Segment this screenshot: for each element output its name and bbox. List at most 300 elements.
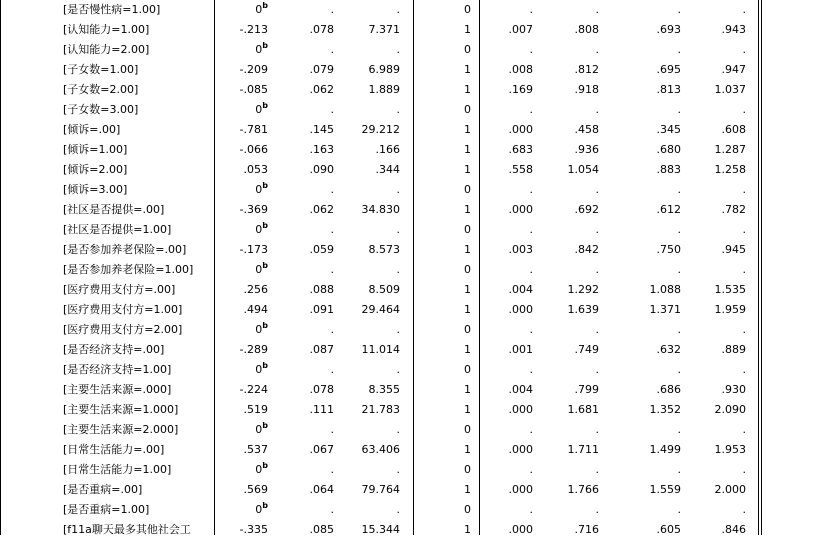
parameter-label: [医疗费用支付方=1.00] — [63, 303, 183, 316]
cell-sig — [479, 400, 545, 420]
cell-expb — [545, 100, 611, 120]
cell-value: 0 — [255, 3, 263, 16]
cell-se — [280, 500, 346, 520]
cell-sig — [479, 0, 545, 20]
cell-sig — [479, 160, 545, 180]
cell-b — [214, 420, 280, 440]
cell-value: 0 — [255, 263, 263, 276]
cell-sig — [479, 440, 545, 460]
cell-value: 1 — [464, 123, 471, 136]
cell-value: 1.287 — [714, 143, 746, 156]
cell-value: .000 — [508, 203, 533, 216]
cell-sig — [479, 140, 545, 160]
row-indent — [0, 40, 60, 60]
cell-value: .930 — [721, 383, 746, 396]
cell-sig — [479, 460, 545, 480]
cell-df — [412, 40, 479, 60]
parameter-label: [主要生活来源=.000] — [63, 383, 172, 396]
cell-hi — [693, 280, 758, 300]
table-row — [0, 260, 826, 280]
cell-se — [280, 520, 346, 540]
cell-b — [214, 320, 280, 340]
cell-value: . — [529, 503, 533, 516]
cell-lo — [611, 40, 693, 60]
cell-value: 0 — [255, 43, 263, 56]
row-indent — [0, 280, 60, 300]
cell-sig — [479, 40, 545, 60]
parameter-label: [日常生活能力=1.00] — [63, 463, 172, 476]
cell-value: . — [595, 363, 599, 376]
cell-se — [280, 400, 346, 420]
cell-expb — [545, 360, 611, 380]
cell-sig — [479, 120, 545, 140]
cell-value: . — [330, 363, 334, 376]
cell-expb — [545, 440, 611, 460]
cell-value: 1.711 — [567, 443, 599, 456]
parameter-label: [是否重病=1.00] — [63, 503, 150, 516]
row-indent — [0, 400, 60, 420]
cell-hi — [693, 300, 758, 320]
cell-value: . — [742, 423, 746, 436]
cell-expb — [545, 340, 611, 360]
cell-value: . — [529, 263, 533, 276]
cell-df — [412, 460, 479, 480]
cell-value: .000 — [508, 403, 533, 416]
cell-lo — [611, 220, 693, 240]
cell-wald — [346, 400, 412, 420]
cell-sig — [479, 100, 545, 120]
cell-value: .111 — [309, 403, 334, 416]
cell-expb — [545, 120, 611, 140]
cell-wald — [346, 500, 412, 520]
cell-value: . — [677, 3, 681, 16]
cell-hi — [693, 140, 758, 160]
cell-hi — [693, 420, 758, 440]
cell-df — [412, 260, 479, 280]
cell-value: .062 — [309, 83, 334, 96]
cell-value: .945 — [721, 243, 746, 256]
parameter-label: [认知能力=2.00] — [63, 43, 150, 56]
cell-value: . — [595, 223, 599, 236]
cell-sig — [479, 300, 545, 320]
cell-b — [214, 480, 280, 500]
cell-value: -.213 — [239, 23, 268, 36]
cell-lo — [611, 280, 693, 300]
cell-value: . — [595, 423, 599, 436]
cell-sig — [479, 280, 545, 300]
cell-value: 0 — [464, 223, 471, 236]
cell-value: .558 — [508, 163, 533, 176]
table-row — [0, 460, 826, 480]
cell-value: 0 — [464, 183, 471, 196]
table-row — [0, 120, 826, 140]
footnote-marker: b — [262, 501, 268, 510]
cell-b — [214, 180, 280, 200]
cell-value: . — [742, 363, 746, 376]
cell-wald — [346, 100, 412, 120]
cell-sig — [479, 480, 545, 500]
cell-b — [214, 80, 280, 100]
cell-df — [412, 300, 479, 320]
cell-value: . — [396, 43, 400, 56]
cell-value: . — [742, 3, 746, 16]
cell-b — [214, 440, 280, 460]
cell-se — [280, 160, 346, 180]
cell-value: 1.953 — [714, 443, 746, 456]
cell-wald — [346, 300, 412, 320]
cell-value: -.224 — [239, 383, 268, 396]
cell-b — [214, 360, 280, 380]
cell-value: . — [595, 183, 599, 196]
cell-sig — [479, 500, 545, 520]
row-indent — [0, 360, 60, 380]
cell-lo — [611, 200, 693, 220]
cell-wald — [346, 20, 412, 40]
cell-value: . — [742, 103, 746, 116]
cell-value: 1.088 — [649, 283, 681, 296]
row-indent — [0, 460, 60, 480]
cell-value: 0 — [255, 103, 263, 116]
cell-value: 1.535 — [714, 283, 746, 296]
table-row — [0, 420, 826, 440]
cell-value: 1.037 — [714, 83, 746, 96]
cell-expb — [545, 300, 611, 320]
cell-se — [280, 480, 346, 500]
cell-hi — [693, 40, 758, 60]
cell-value: .008 — [508, 63, 533, 76]
cell-se — [280, 60, 346, 80]
cell-se — [280, 380, 346, 400]
cell-b — [214, 400, 280, 420]
cell-lo — [611, 300, 693, 320]
row-indent — [0, 60, 60, 80]
cell-wald — [346, 460, 412, 480]
footnote-marker: b — [262, 41, 268, 50]
cell-sig — [479, 380, 545, 400]
cell-value: 1 — [464, 23, 471, 36]
cell-b — [214, 140, 280, 160]
cell-se — [280, 300, 346, 320]
cell-value: . — [742, 223, 746, 236]
cell-wald — [346, 380, 412, 400]
cell-sig — [479, 360, 545, 380]
cell-value: .846 — [721, 523, 746, 536]
row-indent — [0, 80, 60, 100]
parameter-label: [子女数=1.00] — [63, 63, 139, 76]
table-row — [0, 0, 826, 20]
cell-value: 0 — [464, 463, 471, 476]
cell-wald — [346, 200, 412, 220]
cell-se — [280, 260, 346, 280]
footnote-marker: b — [262, 461, 268, 470]
cell-expb — [545, 220, 611, 240]
cell-sig — [479, 260, 545, 280]
cell-value: . — [677, 503, 681, 516]
cell-value: 11.014 — [361, 343, 400, 356]
cell-value: .936 — [574, 143, 599, 156]
cell-wald — [346, 80, 412, 100]
cell-value: .612 — [656, 203, 681, 216]
cell-value: .458 — [574, 123, 599, 136]
cell-value: . — [677, 363, 681, 376]
cell-hi — [693, 160, 758, 180]
cell-se — [280, 100, 346, 120]
cell-value: -.209 — [239, 63, 268, 76]
table-row — [0, 360, 826, 380]
cell-value: -.289 — [239, 343, 268, 356]
row-indent — [0, 480, 60, 500]
cell-value: .680 — [656, 143, 681, 156]
cell-se — [280, 140, 346, 160]
parameter-label: [倾诉=3.00] — [63, 183, 128, 196]
parameter-label: [倾诉=1.00] — [63, 143, 128, 156]
parameter-label: [是否慢性病=1.00] — [63, 3, 161, 16]
cell-value: . — [396, 263, 400, 276]
cell-expb — [545, 260, 611, 280]
cell-hi — [693, 380, 758, 400]
row-indent — [0, 320, 60, 340]
cell-value: .345 — [656, 123, 681, 136]
cell-expb — [545, 40, 611, 60]
parameter-label: [认知能力=1.00] — [63, 23, 150, 36]
cell-value: .782 — [721, 203, 746, 216]
cell-value: 1 — [464, 63, 471, 76]
cell-value: . — [330, 103, 334, 116]
cell-value: .000 — [508, 523, 533, 536]
cell-value: .088 — [309, 283, 334, 296]
cell-value: . — [330, 503, 334, 516]
cell-value: .004 — [508, 383, 533, 396]
cell-se — [280, 340, 346, 360]
cell-value: 1.959 — [714, 303, 746, 316]
cell-b — [214, 200, 280, 220]
cell-value: .943 — [721, 23, 746, 36]
cell-df — [412, 140, 479, 160]
cell-value: .569 — [243, 483, 268, 496]
cell-expb — [545, 320, 611, 340]
cell-value: . — [529, 463, 533, 476]
cell-value: .001 — [508, 343, 533, 356]
cell-value: . — [677, 183, 681, 196]
cell-hi — [693, 240, 758, 260]
cell-value: . — [742, 503, 746, 516]
cell-b — [214, 460, 280, 480]
cell-expb — [545, 200, 611, 220]
table-row — [0, 240, 826, 260]
cell-df — [412, 340, 479, 360]
cell-df — [412, 0, 479, 20]
cell-value: -.781 — [239, 123, 268, 136]
cell-df — [412, 240, 479, 260]
cell-value: . — [330, 223, 334, 236]
cell-expb — [545, 60, 611, 80]
cell-value: 0 — [255, 223, 263, 236]
table-row — [0, 100, 826, 120]
cell-expb — [545, 380, 611, 400]
cell-hi — [693, 480, 758, 500]
cell-se — [280, 180, 346, 200]
cell-hi — [693, 120, 758, 140]
table-row — [0, 40, 826, 60]
cell-value: . — [742, 43, 746, 56]
cell-value: 21.783 — [361, 403, 400, 416]
cell-value: 1 — [464, 143, 471, 156]
cell-lo — [611, 0, 693, 20]
parameter-label: [是否重病=.00] — [63, 483, 143, 496]
cell-b — [214, 340, 280, 360]
table-row — [0, 300, 826, 320]
cell-value: . — [595, 463, 599, 476]
cell-value: .842 — [574, 243, 599, 256]
cell-value: 1 — [464, 403, 471, 416]
cell-wald — [346, 240, 412, 260]
cell-value: .000 — [508, 123, 533, 136]
cell-value: 2.090 — [714, 403, 746, 416]
cell-value: .808 — [574, 23, 599, 36]
cell-value: . — [595, 323, 599, 336]
cell-value: .053 — [243, 163, 268, 176]
row-indent — [0, 380, 60, 400]
cell-value: .692 — [574, 203, 599, 216]
cell-value: 0 — [255, 463, 263, 476]
parameter-label: [医疗费用支付方=2.00] — [63, 323, 183, 336]
cell-value: 1 — [464, 523, 471, 536]
cell-value: . — [396, 323, 400, 336]
cell-value: . — [595, 3, 599, 16]
cell-value: 0 — [255, 183, 263, 196]
row-indent — [0, 520, 60, 540]
cell-value: .087 — [309, 343, 334, 356]
cell-hi — [693, 360, 758, 380]
footnote-marker: b — [262, 421, 268, 430]
cell-lo — [611, 480, 693, 500]
cell-wald — [346, 260, 412, 280]
cell-value: .085 — [309, 523, 334, 536]
cell-b — [214, 280, 280, 300]
cell-value: 1 — [464, 243, 471, 256]
cell-value: . — [330, 3, 334, 16]
cell-value: 1 — [464, 83, 471, 96]
parameter-label: [子女数=3.00] — [63, 103, 139, 116]
cell-df — [412, 180, 479, 200]
parameter-label: [是否经济支持=.00] — [63, 343, 165, 356]
cell-expb — [545, 400, 611, 420]
cell-wald — [346, 120, 412, 140]
cell-wald — [346, 480, 412, 500]
cell-value: 1.292 — [567, 283, 599, 296]
cell-value: .078 — [309, 383, 334, 396]
cell-value: .494 — [243, 303, 268, 316]
cell-value: . — [677, 43, 681, 56]
cell-value: . — [396, 223, 400, 236]
cell-value: . — [396, 463, 400, 476]
cell-value: .004 — [508, 283, 533, 296]
cell-lo — [611, 460, 693, 480]
cell-value: 1.559 — [649, 483, 681, 496]
cell-df — [412, 200, 479, 220]
cell-b — [214, 520, 280, 540]
cell-lo — [611, 520, 693, 540]
parameter-label: [是否参加养老保险=.00] — [63, 243, 187, 256]
cell-expb — [545, 480, 611, 500]
cell-df — [412, 60, 479, 80]
cell-value: 79.764 — [361, 483, 400, 496]
cell-value: . — [529, 43, 533, 56]
cell-value: . — [396, 3, 400, 16]
cell-value: .064 — [309, 483, 334, 496]
cell-se — [280, 120, 346, 140]
cell-value: 8.509 — [368, 283, 400, 296]
row-indent — [0, 140, 60, 160]
cell-value: .883 — [656, 163, 681, 176]
parameter-label: [子女数=2.00] — [63, 83, 139, 96]
cell-wald — [346, 220, 412, 240]
table-row — [0, 200, 826, 220]
cell-wald — [346, 420, 412, 440]
cell-sig — [479, 420, 545, 440]
cell-df — [412, 320, 479, 340]
table-row — [0, 220, 826, 240]
cell-se — [280, 460, 346, 480]
cell-value: 8.573 — [368, 243, 400, 256]
parameter-label: [社区是否提供=1.00] — [63, 223, 172, 236]
footnote-marker: b — [262, 321, 268, 330]
table-row — [0, 380, 826, 400]
row-indent — [0, 500, 60, 520]
cell-wald — [346, 180, 412, 200]
cell-value: -.066 — [239, 143, 268, 156]
table-row — [0, 20, 826, 40]
cell-value: 0 — [464, 3, 471, 16]
cell-df — [412, 420, 479, 440]
cell-value: 1.766 — [567, 483, 599, 496]
cell-value: 63.406 — [361, 443, 400, 456]
cell-hi — [693, 320, 758, 340]
cell-wald — [346, 320, 412, 340]
cell-value: 29.212 — [361, 123, 400, 136]
cell-value: .749 — [574, 343, 599, 356]
cell-b — [214, 500, 280, 520]
cell-value: .537 — [243, 443, 268, 456]
cell-value: 0 — [464, 363, 471, 376]
cell-value: 15.344 — [361, 523, 400, 536]
cell-b — [214, 160, 280, 180]
cell-value: .344 — [375, 163, 400, 176]
cell-value: 1 — [464, 383, 471, 396]
cell-value: . — [529, 103, 533, 116]
cell-value: . — [529, 363, 533, 376]
cell-value: . — [595, 43, 599, 56]
cell-value: 8.355 — [368, 383, 400, 396]
cell-value: . — [330, 323, 334, 336]
parameter-label: [医疗费用支付方=.00] — [63, 283, 176, 296]
cell-wald — [346, 60, 412, 80]
cell-sig — [479, 180, 545, 200]
cell-value: . — [742, 183, 746, 196]
table-row — [0, 280, 826, 300]
cell-lo — [611, 500, 693, 520]
cell-lo — [611, 380, 693, 400]
row-indent — [0, 120, 60, 140]
parameter-label: [日常生活能力=.00] — [63, 443, 165, 456]
cell-expb — [545, 280, 611, 300]
table-row — [0, 340, 826, 360]
row-indent — [0, 0, 60, 20]
footnote-marker: b — [262, 361, 268, 370]
table-row — [0, 500, 826, 520]
cell-value: . — [396, 103, 400, 116]
cell-expb — [545, 20, 611, 40]
